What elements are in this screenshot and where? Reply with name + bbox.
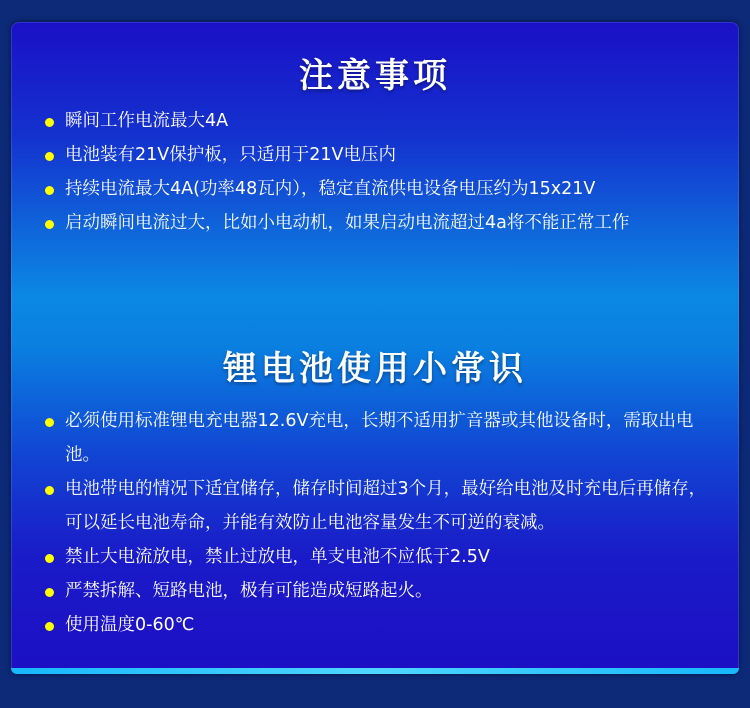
bullet-icon <box>45 486 54 495</box>
list-item <box>0 172 750 206</box>
list-item-text: 瞬间工作电流最大4A <box>65 111 229 131</box>
list-item-text: 电池装有21V保护板，只适用于21V电压内 <box>65 145 396 165</box>
list-item-text: 严禁拆解、短路电池，极有可能造成短路起火。 <box>65 581 433 601</box>
list-item <box>0 206 750 240</box>
bullet-icon <box>45 220 54 229</box>
bullet-icon <box>45 418 54 427</box>
list-item <box>0 404 750 472</box>
bullet-icon <box>45 186 54 195</box>
list-item <box>0 104 750 138</box>
bullet-icon <box>45 152 54 161</box>
list-item <box>0 472 750 540</box>
list-item <box>0 574 750 608</box>
notes-list <box>0 104 750 240</box>
bullet-icon <box>45 554 54 563</box>
list-item-text: 持续电流最大4A(功率48瓦内），稳定直流供电设备电压约为15x21V <box>65 179 596 199</box>
list-item <box>0 540 750 574</box>
bullet-icon <box>45 622 54 631</box>
list-item-text: 启动瞬间电流过大，比如小电动机，如果启动电流超过4a将不能正常工作 <box>65 213 630 233</box>
list-item-text: 使用温度0-60℃ <box>65 615 195 635</box>
section-title-notes: 注意事项 <box>299 56 451 96</box>
list-item-text: 必须使用标准锂电充电器12.6V充电，长期不适用扩音器或其他设备时，需取出电池。 <box>65 411 694 465</box>
list-item <box>0 608 750 642</box>
bullet-icon <box>45 118 54 127</box>
bullet-icon <box>45 588 54 597</box>
battery-tips-list <box>0 404 750 642</box>
section-title-battery-tips: 锂电池使用小常识 <box>223 349 527 389</box>
list-item-text: 禁止大电流放电，禁止过放电，单支电池不应低于2.5V <box>65 547 490 567</box>
list-item-text: 电池带电的情况下适宜储存，储存时间超过3个月，最好给电池及时充电后再储存，可以延长电池寿命，并能有效防止电池容量发生不可逆的衰减。 <box>65 479 707 533</box>
list-item <box>0 138 750 172</box>
